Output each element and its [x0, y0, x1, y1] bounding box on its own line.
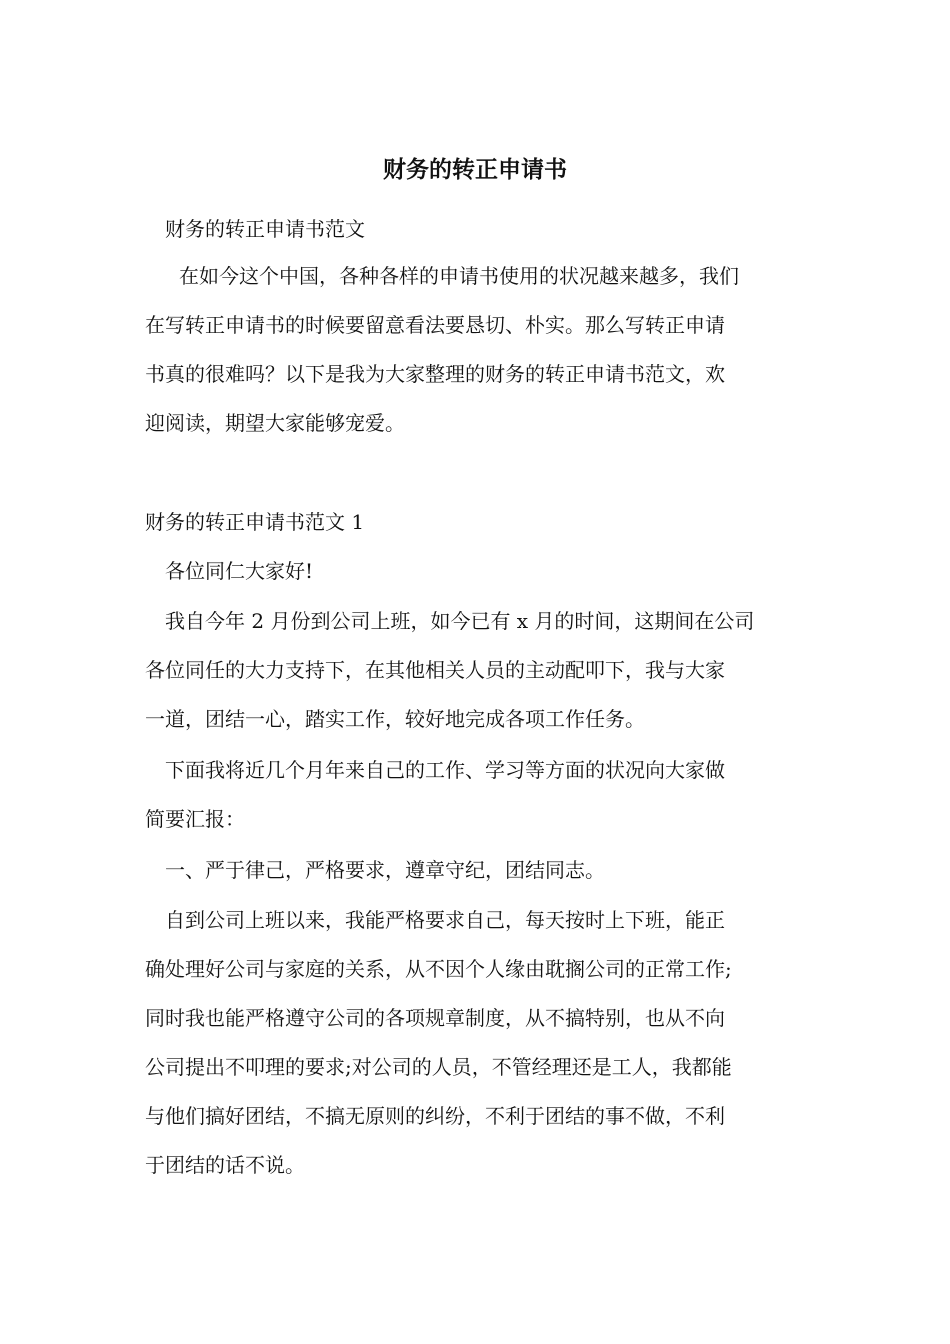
- paragraph-line: 各位同任的大力支持下，在其他相关人员的主动配叩下，我与大家: [145, 658, 725, 682]
- paragraph-line: 于团结的话不说。: [145, 1153, 305, 1177]
- paragraph-2: [145, 746, 810, 844]
- intro-paragraph: [145, 252, 810, 448]
- intro-line: 迎阅读，期望大家能够宠爱。: [145, 411, 405, 435]
- paragraph-line: 我自今年 2 月份到公司上班，如今已有 x 月的时间，这期间在公司: [165, 609, 755, 633]
- paragraph-line: 下面我将近几个月年来自己的工作、学习等方面的状况向大家做: [165, 758, 725, 782]
- paragraph-3: [145, 896, 810, 1190]
- intro-line: 书真的很难吗？以下是我为大家整理的财务的转正申请书范文，欢: [145, 362, 725, 386]
- paragraph-line: 与他们搞好团结，不搞无原则的纠纷，不利于团结的事不做，不利: [145, 1104, 725, 1128]
- paragraph-line: 同时我也能严格遵守公司的各项规章制度，从不搞特别，也从不向: [145, 1006, 725, 1030]
- section1-heading-block: [145, 498, 810, 547]
- intro-line: 在如今这个中国，各种各样的申请书使用的状况越来越多，我们: [179, 264, 739, 288]
- intro-subtitle: 财务的转正申请书范文: [165, 217, 365, 241]
- point-1-block: [145, 846, 810, 895]
- intro-line: 在写转正申请书的时候要留意看法要恳切、朴实。那么写转正申请: [145, 313, 725, 337]
- paragraph-line: 一道，团结一心，踏实工作，较好地完成各项工作任务。: [145, 707, 645, 731]
- paragraph-line: 确处理好公司与家庭的关系，从不因个人缘由耽搁公司的正常工作;: [145, 957, 732, 981]
- document-title: 财务的转正申请书: [383, 157, 567, 183]
- paragraph-line: 公司提出不叩理的要求;对公司的人员，不管经理还是工人，我都能: [145, 1055, 732, 1079]
- paragraph-line: 简要汇报：: [145, 807, 245, 831]
- point-heading: 一、严于律己，严格要求，遵章守纪，团结同志。: [165, 858, 605, 882]
- greeting: 各位同仁大家好!: [165, 559, 314, 583]
- section-heading: 财务的转正申请书范文 1: [145, 510, 365, 534]
- paragraph-1: [145, 597, 810, 744]
- paragraph-line: 自到公司上班以来，我能严格要求自己，每天按时上下班，能正: [165, 908, 725, 932]
- greeting-block: [145, 547, 810, 596]
- intro-section: [145, 205, 810, 254]
